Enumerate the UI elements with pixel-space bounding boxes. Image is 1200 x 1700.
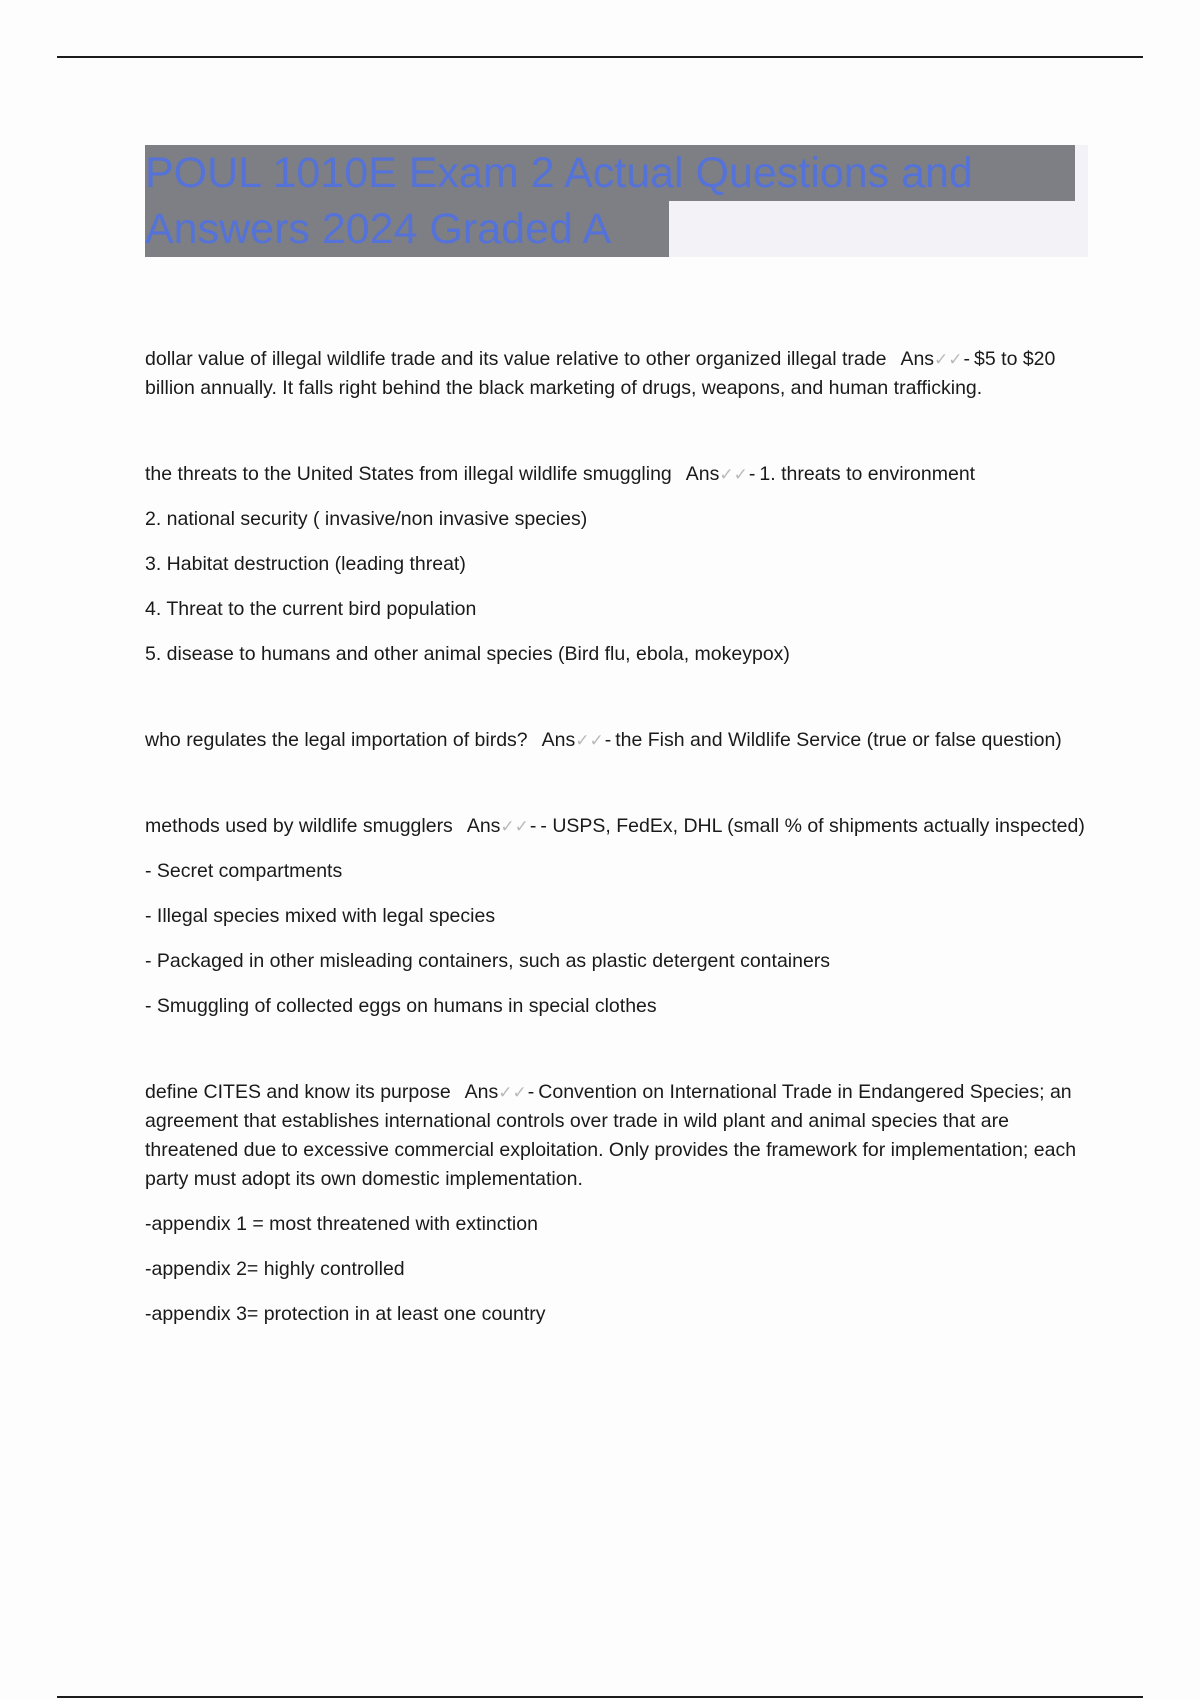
answer-list-item: - Illegal species mixed with legal species — [145, 905, 496, 927]
answer-list-item: 5. disease to humans and other animal species (Bird flu, ebola, mokeypox) — [145, 643, 790, 665]
bottom-rule — [57, 1696, 1143, 1698]
answer-dash: - — [529, 815, 537, 837]
answer-label: Ans — [685, 463, 720, 485]
qa-first-line — [145, 812, 1085, 841]
qa-first-line — [145, 345, 1085, 403]
answer-list-item: -appendix 1 = most threatened with extinction — [145, 1213, 538, 1235]
top-rule — [57, 56, 1143, 58]
answer-dash: - — [604, 729, 612, 751]
question-text: the threats to the United States from illegal wildlife smuggling — [145, 463, 672, 485]
question-text: methods used by wildlife smugglers — [145, 815, 453, 837]
qa-item — [145, 726, 1085, 755]
answer-text: 1. threats to environment — [759, 463, 976, 485]
answer-text: - USPS, FedEx, DHL (small % of shipments actually inspected) — [540, 815, 1085, 837]
document-title-line-1: POUL 1010E Exam 2 Actual Questions and — [145, 145, 1075, 201]
answer-label: Ans — [466, 815, 501, 837]
answer-list-item: - Packaged in other misleading containers, such as plastic detergent containers — [145, 950, 831, 972]
qa-first-line — [145, 726, 1085, 755]
answer-list-item: - Smuggling of collected eggs on humans in special clothes — [145, 995, 657, 1017]
qa-first-line — [145, 1078, 1085, 1194]
answer-list-item: 3. Habitat destruction (leading threat) — [145, 553, 466, 575]
answer-dash: - — [963, 348, 971, 370]
answer-label: Ans — [900, 348, 935, 370]
qa-item — [145, 345, 1085, 403]
answer-text: Convention on International Trade in Endangered Species; an agreement that establishes international controls over trade in wild plant and animal species that are threatened due to excessive commercial exploitation. Only provides the framework for implementation; each party must adopt its own domestic implementation. — [145, 1081, 1077, 1190]
double-check-icon: ✓✓ — [719, 465, 748, 484]
question-text: dollar value of illegal wildlife trade and its value relative to other organized illegal trade — [145, 348, 887, 370]
qa-list — [145, 345, 1085, 1386]
qa-item — [145, 1078, 1085, 1329]
qa-item — [145, 812, 1085, 1021]
answer-label: Ans — [541, 729, 576, 751]
answer-list-item: 2. national security ( invasive/non invasive species) — [145, 508, 588, 530]
double-check-icon: ✓✓ — [575, 731, 604, 750]
qa-first-line — [145, 460, 1085, 489]
answer-list-item: -appendix 2= highly controlled — [145, 1258, 405, 1280]
answer-list-item: 4. Threat to the current bird population — [145, 598, 477, 620]
question-text: define CITES and know its purpose — [145, 1081, 451, 1103]
qa-item — [145, 460, 1085, 669]
double-check-icon: ✓✓ — [500, 817, 529, 836]
answer-dash: - — [527, 1081, 535, 1103]
question-text: who regulates the legal importation of birds? — [145, 729, 528, 751]
answer-label: Ans — [464, 1081, 499, 1103]
answer-list-item: -appendix 3= protection in at least one country — [145, 1303, 546, 1325]
document-title-line-2: Answers 2024 Graded A — [145, 201, 669, 257]
double-check-icon: ✓✓ — [498, 1083, 527, 1102]
double-check-icon: ✓✓ — [934, 350, 963, 369]
answer-text: the Fish and Wildlife Service (true or false question) — [615, 729, 1062, 751]
answer-list-item: - Secret compartments — [145, 860, 343, 882]
answer-dash: - — [748, 463, 756, 485]
answer-text: $5 to $20 billion annually. It falls right behind the black marketing of drugs, weapons, and human trafficking. — [145, 348, 1056, 399]
